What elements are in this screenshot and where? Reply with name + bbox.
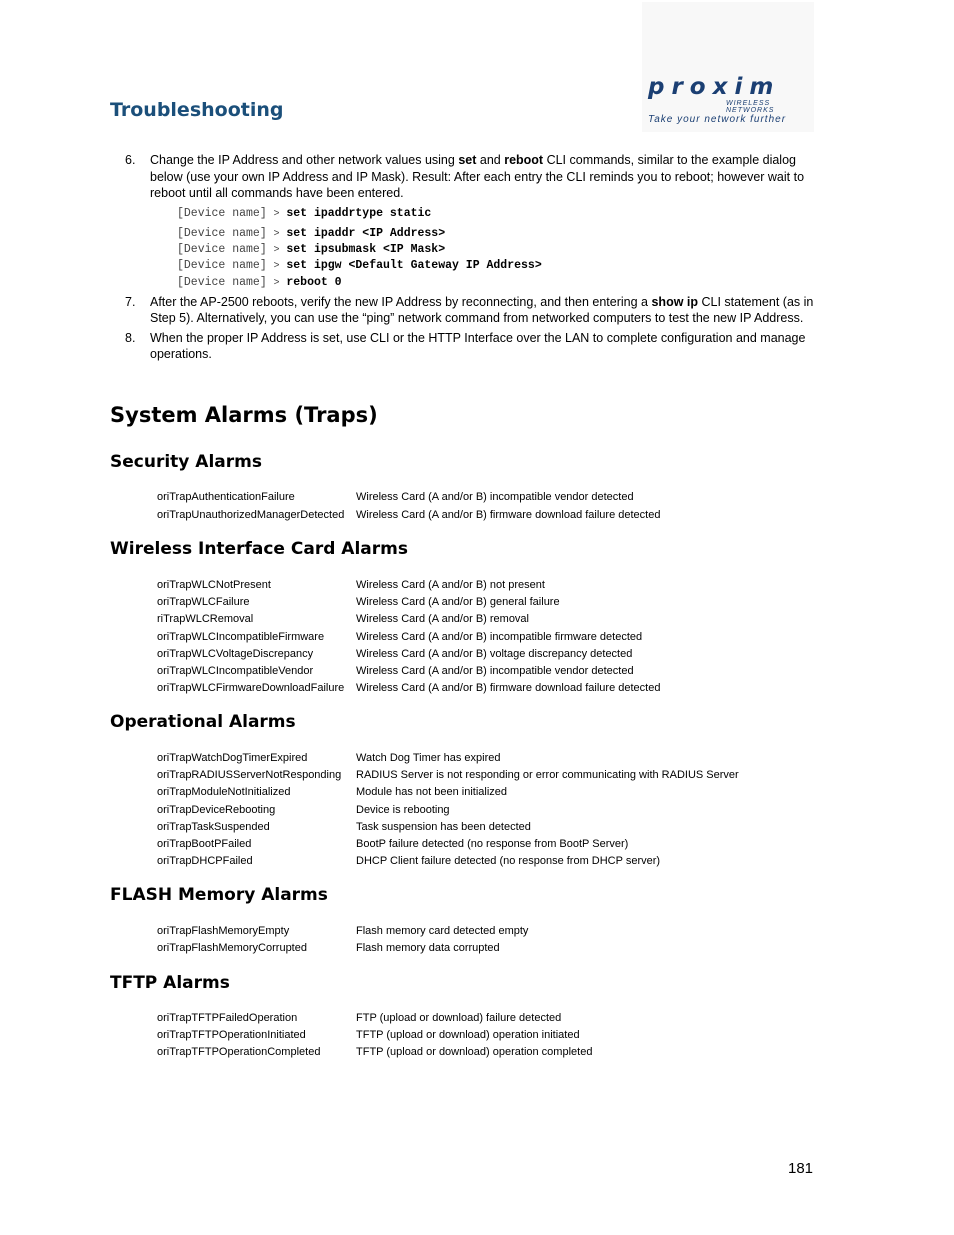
alarm-name: oriTrapWLCFailure [157,596,250,609]
alarm-row [157,750,739,767]
alarm-name: oriTrapWLCVoltageDiscrepancy [157,647,314,660]
alarm-description: Task suspension has been detected [356,820,531,833]
alarm-row [157,1044,592,1061]
alarm-row [157,784,739,801]
alarm-row [157,940,528,957]
alarm-row [157,767,739,784]
alarm-description: Flash memory data corrupted [356,942,500,955]
alarm-row [157,507,660,524]
alarm-description: Wireless Card (A and/or B) general failure [356,596,560,609]
section-title: Troubleshooting [110,99,284,121]
alarm-name: oriTrapFlashMemoryEmpty [157,925,290,937]
alarm-name: oriTrapAuthenticationFailure [157,491,295,503]
alarm-name: oriTrapModuleNotInitialized [157,786,291,799]
logo-wordmark: proxim [648,74,781,100]
alarm-description: TFTP (upload or download) operation completed [356,1046,593,1059]
alarm-description: Device is rebooting [356,803,450,816]
alarm-name: oriTrapWLCIncompatibleVendor [157,665,314,678]
alarm-description: Wireless Card (A and/or B) voltage discrepancy detected [356,647,633,660]
alarm-name: oriTrapTFTPOperationInitiated [157,1029,306,1042]
alarm-row [157,594,660,611]
alarm-description: Module has not been initialized [356,786,508,799]
alarm-row [157,646,660,663]
step-number: 8. [125,330,136,345]
step-text: Change the IP Address and other network values using set and reboot CLI commands, similar to the example dialog below (use your own IP Address and IP Mask). Result: After each entry the CLI reminds you to reboot; however wait to reboot until all commands have been entered. [150,153,805,200]
code-line: [Device name] > set ipsubmask <IP Mask> [177,243,446,257]
alarm-row [157,1027,592,1044]
logo-subtitle: WIRELESS NETWORKS [726,100,775,114]
code-line: [Device name] > reboot 0 [177,275,342,289]
alarm-description: Wireless Card (A and/or B) incompatible vendor detected [356,491,634,503]
logo-tagline: Take your network further [648,114,787,125]
step-8 [125,330,825,363]
wireless-card-alarms-heading: Wireless Interface Card Alarms [110,539,408,559]
alarm-name: oriTrapTFTPFailedOperation [157,1012,298,1024]
alarm-row [157,629,660,646]
alarm-description: Watch Dog Timer has expired [356,752,501,764]
alarm-description: Wireless Card (A and/or B) removal [356,613,529,626]
operational-alarms-heading: Operational Alarms [110,712,296,732]
alarm-description: Wireless Card (A and/or B) incompatible firmware detected [356,630,643,643]
alarm-name: riTrapWLCRemoval [157,613,254,626]
step-text: After the AP-2500 reboots, verify the new IP Address by reconnecting, and then entering a show ip CLI statement (as in Step 5). Alternatively, you can use the “ping” network command from networked computers to test the new IP Address. [150,294,814,326]
flash-memory-alarms-heading: FLASH Memory Alarms [110,885,328,905]
alarm-name: oriTrapWLCIncompatibleFirmware [157,630,325,643]
alarm-row [157,923,528,940]
alarm-description: Wireless Card (A and/or B) firmware download failure detected [356,682,661,695]
step-6 [125,152,825,291]
tftp-alarms-table [157,1010,592,1062]
alarm-description: FTP (upload or download) failure detected [356,1012,562,1024]
wireless-card-alarms-table [157,577,660,697]
alarm-row [157,577,660,594]
alarm-row [157,663,660,680]
alarm-row [157,1010,592,1027]
alarm-name: oriTrapWLCFirmwareDownloadFailure [157,682,345,695]
step-number: 7. [125,294,136,309]
step-7 [125,294,825,327]
code-line: [Device name] > set ipgw <Default Gateway IP Address> [177,259,542,273]
proxim-logo [642,2,814,132]
flash-memory-alarms-table [157,923,528,957]
step-list [125,152,825,366]
alarm-description: Wireless Card (A and/or B) incompatible vendor detected [356,665,634,678]
alarm-name: oriTrapWatchDogTimerExpired [157,752,308,764]
alarm-description: Wireless Card (A and/or B) firmware download failure detected [356,509,661,522]
alarm-name: oriTrapTaskSuspended [157,820,270,833]
alarm-description: Wireless Card (A and/or B) not present [356,579,545,591]
alarm-row [157,611,660,628]
alarm-name: oriTrapDeviceRebooting [157,803,276,816]
alarm-description: BootP failure detected (no response from BootP Server) [356,838,629,851]
operational-alarms-table [157,750,739,870]
main-heading: System Alarms (Traps) [110,403,378,427]
alarm-description: RADIUS Server is not responding or error communicating with RADIUS Server [356,769,739,782]
alarm-description: TFTP (upload or download) operation initiated [356,1029,580,1042]
alarm-name: oriTrapWLCNotPresent [157,579,271,591]
code-line: [Device name] > set ipaddr <IP Address> [177,226,446,240]
alarm-row [157,836,739,853]
alarm-row [157,489,660,506]
alarm-row [157,680,660,697]
security-alarms-heading: Security Alarms [110,452,262,472]
alarm-name: oriTrapTFTPOperationCompleted [157,1046,321,1059]
tftp-alarms-heading: TFTP Alarms [110,973,230,993]
security-alarms-table [157,489,660,524]
alarm-description: DHCP Client failure detected (no response from DHCP server) [356,855,661,868]
alarm-name: oriTrapFlashMemoryCorrupted [157,942,307,955]
alarm-name: oriTrapBootPFailed [157,838,252,851]
alarm-description: Flash memory card detected empty [356,925,529,937]
alarm-row [157,853,739,870]
alarm-name: oriTrapDHCPFailed [157,855,253,868]
page-number: 181 [788,1160,814,1177]
step-number: 6. [125,153,136,167]
alarm-name: oriTrapRADIUSServerNotResponding [157,769,342,782]
cli-example [177,206,825,291]
alarm-row [157,819,739,836]
step-text: When the proper IP Address is set, use CLI or the HTTP Interface over the LAN to complete configuration and manage operations. [150,330,806,362]
alarm-name: oriTrapUnauthorizedManagerDetected [157,509,345,522]
alarm-row [157,802,739,819]
code-line: [Device name] > set ipaddrtype static [177,206,432,220]
